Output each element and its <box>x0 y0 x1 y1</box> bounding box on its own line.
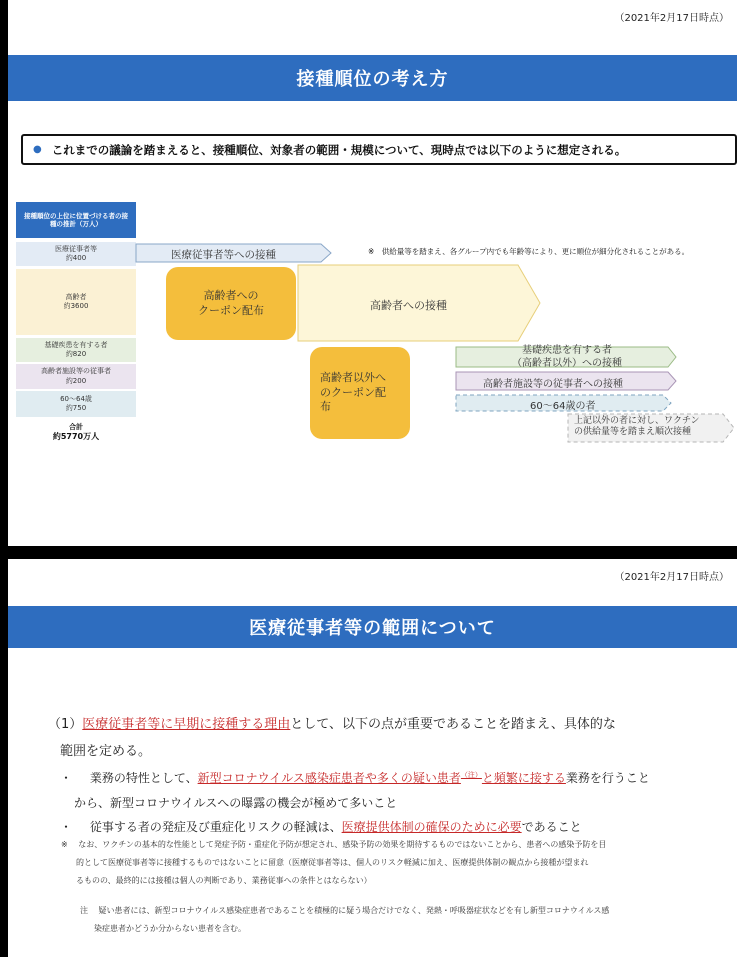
slide-medical-workers-scope <box>8 559 737 957</box>
paragraph-1-line-1: （1）医療従事者等に早期に接種する理由として、以下の点が重要であることを踏まえ、具体的な <box>48 717 616 732</box>
note-2-line-2: 染症患者かどうか分からない患者を含む。 <box>94 924 246 933</box>
arrow-others-label: 上記以外の者に対し、ワクチン の供給量等を踏まえ順次接種 <box>574 416 700 438</box>
left-total: 合計 約5770万人 <box>52 423 100 442</box>
paragraph-1-line-2: 範囲を定める。 <box>60 744 152 759</box>
arrow-facility-label: 高齢者施設等の従事者への接種 <box>483 379 623 390</box>
left-row-disease: 基礎疾患を有する者 約820 <box>16 338 136 362</box>
bullet-1-line-1: ・ 業務の特性として、新型コロナウイルス感染症患者や多くの疑い患者$^{(注)}$と頻繁に接する業務を行うこと <box>60 771 650 785</box>
left-row-medical: 医療従事者等 約400 <box>16 242 136 266</box>
bullet-2: ・ 従事する者の発症及び重症化リスクの軽減は、医療提供体制の確保のために必要であること <box>60 820 582 834</box>
bullet-1-line-2: から、新型コロナウイルスへの曝露の機会が極めて多いこと <box>74 796 398 810</box>
note-1-line-1: ※ なお、ワクチンの基本的な性能として発症予防・重症化予防が想定され、感染予防の効果を期待するものではないことから、患者への感染予防を目 <box>61 840 607 849</box>
page-title: 接種順位の考え方 <box>8 55 737 101</box>
left-header: 接種順位の上位に位置づける者の接種の推計（万人） <box>16 202 136 238</box>
intro-text: これまでの議論を踏まえると、接種順位、対象者の範囲・規模について、現時点では以下のように想定される。 <box>51 142 627 157</box>
left-row-elderly: 高齢者 約3600 <box>16 269 136 335</box>
bullet-icon: ● <box>33 144 42 155</box>
supply-note: ※ 供給量等を踏まえ、各グループ内でも年齢等により、更に順位が細分化されることがある。 <box>368 247 690 256</box>
note-2-line-1: 注 疑い患者には、新型コロナウイルス感染症患者であることを積極的に疑う場合だけでなく、発熱・呼吸器症状などを有し新型コロナウイルス感 <box>80 906 610 915</box>
slide-vaccination-priority <box>8 0 737 546</box>
arrow-medical-label: 医療従事者等への接種 <box>171 249 276 261</box>
arrow-elderly-label: 高齢者への接種 <box>370 299 447 312</box>
date-stamp: （2021年2月17日時点） <box>614 572 729 583</box>
note-1-line-3: るものの、最終的には接種は個人の判断であり、業務従事への条件とはならない） <box>76 876 372 885</box>
left-row-age: 60～64歳 約750 <box>16 391 136 417</box>
coupon-others: 高齢者以外へ のクーポン配 布 <box>310 347 410 439</box>
page-title: 医療従事者等の範囲について <box>8 606 737 648</box>
arrow-disease-label: 基礎疾患を有する者 （高齢者以外）への接種 <box>512 345 622 369</box>
date-stamp: （2021年2月17日時点） <box>614 13 729 24</box>
coupon-elderly: 高齢者への クーポン配布 <box>166 267 296 340</box>
note-1-line-2: 的として医療従事者等に接種するものではないことに留意（医療従事者等は、個人のリスク軽減に加え、医療提供体制の観点から接種が望まれ <box>76 858 589 867</box>
arrow-age-label: 60～64歳の者 <box>530 401 596 412</box>
left-row-facility: 高齢者施設等の従事者 約200 <box>16 364 136 389</box>
timeline-arrows <box>8 0 737 546</box>
